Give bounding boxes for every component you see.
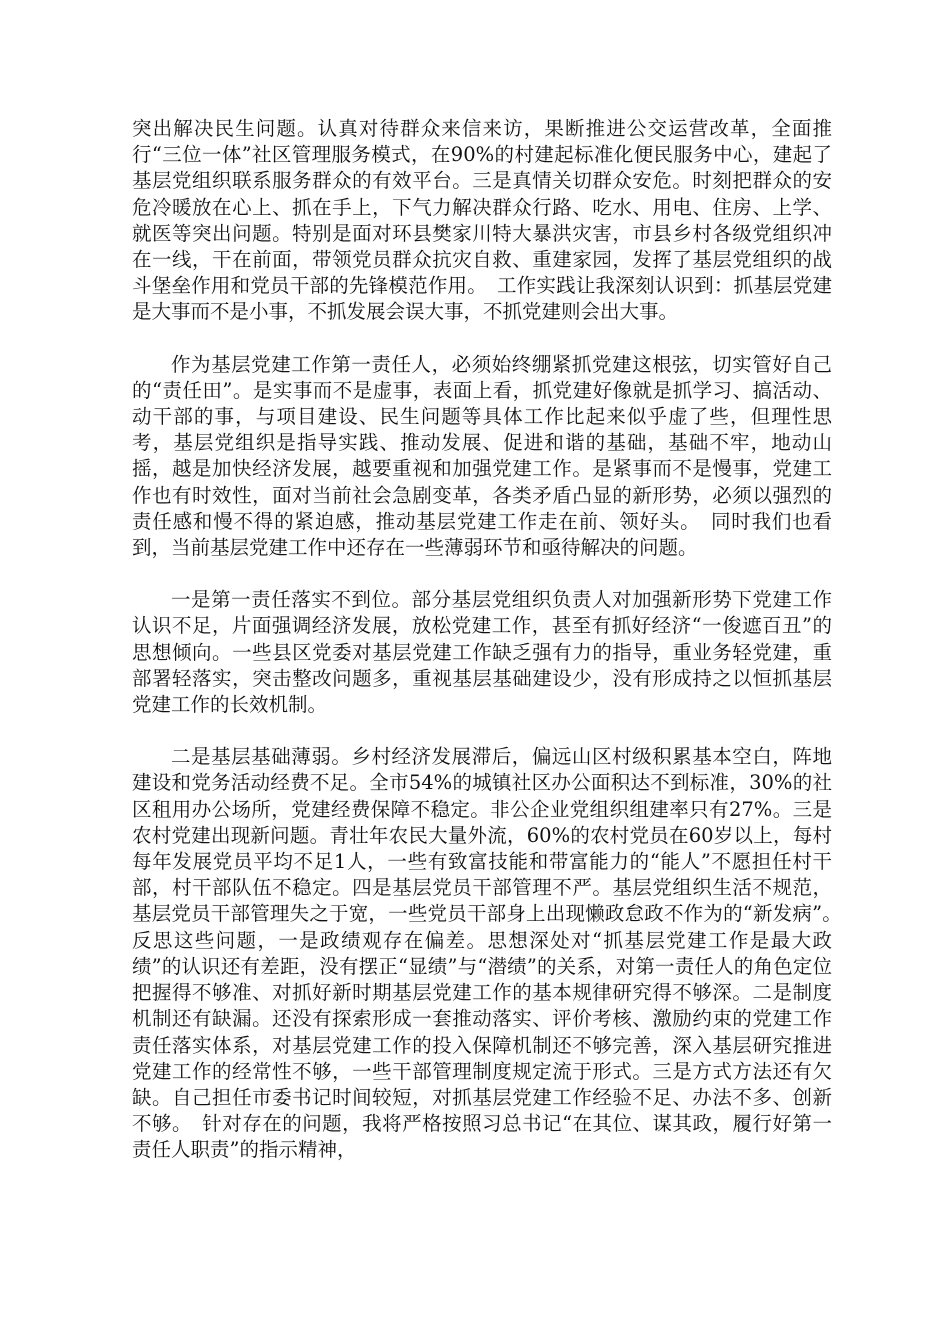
paragraph-2: 作为基层党建工作第一责任人，必须始终绷紧抓党建这根弦，切实管好自己的“责任田”。是实事而不是虚事，表面上看，抓党建好像就是抓学习、搞活动、动干部的事，与项目建设、民生问题等具体工作比起来似乎虚了些，但理性思考，基层党组织是指导实践、推动发展、促进和谐的基础，基础不牢，地动山摇，越是加快经济发展，越要重视和加强党建工作。是紧事而不是慢事，党建工作也有时效性，面对当前社会急剧变革，各类矛盾凸显的新形势，必须以强烈的责任感和慢不得的紧迫感，推动基层党建工作走在前、领好头。 同时我们也看到，当前基层党建工作中还存在一些薄弱环节和亟待解决的问题。	[132, 352, 832, 560]
document-body	[132, 116, 852, 1164]
paragraph-1: 突出解决民生问题。认真对待群众来信来访，果断推进公交运营改革，全面推行“三位一体”社区管理服务模式，在90%的村建起标准化便民服务中心，建起了基层党组织联系服务群众的有效平台。三是真情关切群众安危。时刻把群众的安危冷暖放在心上、抓在手上，下气力解决群众行路、吃水、用电、住房、上学、就医等突出问题。特别是面对环县樊家川特大暴洪灾害，市县乡村各级党组织冲在一线，干在前面，带领党员群众抗灾自救、重建家园，发挥了基层党组织的战斗堡垒作用和党员干部的先锋模范作用。 工作实践让我深刻认识到：抓基层党建是大事而不是小事，不抓发展会误大事，不抓党建则会出大事。	[132, 117, 832, 324]
paragraph-4: 二是基层基础薄弱。乡村经济发展滞后，偏远山区村级积累基本空白，阵地建设和党务活动经费不足。全市54%的城镇社区办公面积达不到标准，30%的社区租用办公场所，党建经费保障不稳定。非公企业党组织组建率只有27%。三是农村党建出现新问题。青壮年农民大量外流，60%的农村党员在60岁以上，每村每年发展党员平均不足1人，一些有致富技能和带富能力的“能人”不愿担任村干部，村干部队伍不稳定。四是基层党员干部管理不严。基层党组织生活不规范，基层党员干部管理失之于宽，一些党员干部身上出现懒政怠政不作为的“新发病”。 反思这些问题，一是政绩观存在偏差。思想深处对“抓基层党建工作是最大政绩”的认识还有差距，没有摆正“显绩”与“潜绩”的关系，对第一责任人的角色定位把握得不够准、对抓好新时期基层党建工作的基本规律研究得不够深。二是制度机制还有缺漏。还没有探索形成一套推动落实、评价考核、激励约束的党建工作责任落实体系，对基层党建工作的投入保障机制还不够完善，深入基层研究推进党建工作的经常性不够，一些干部管理制度规定流于形式。三是方式方法还有欠缺。自己担任市委书记时间较短，对抓基层党建工作经验不足、办法不多、创新不够。 针对存在的问题，我将严格按照习总书记“在其位、谋其政，履行好第一责任人职责”的指示精神，	[132, 745, 852, 1162]
paragraph-3: 一是第一责任落实不到位。部分基层党组织负责人对加强新形势下党建工作认识不足，片面强调经济发展，放松党建工作，甚至有抓好经济“一俊遮百丑”的思想倾向。一些县区党委对基层党建工作缺乏强有力的指导，重业务轻党建，重部署轻落实，突击整改问题多，重视基层基础建设少，没有形成持之以恒抓基层党建工作的长效机制。	[132, 588, 832, 717]
